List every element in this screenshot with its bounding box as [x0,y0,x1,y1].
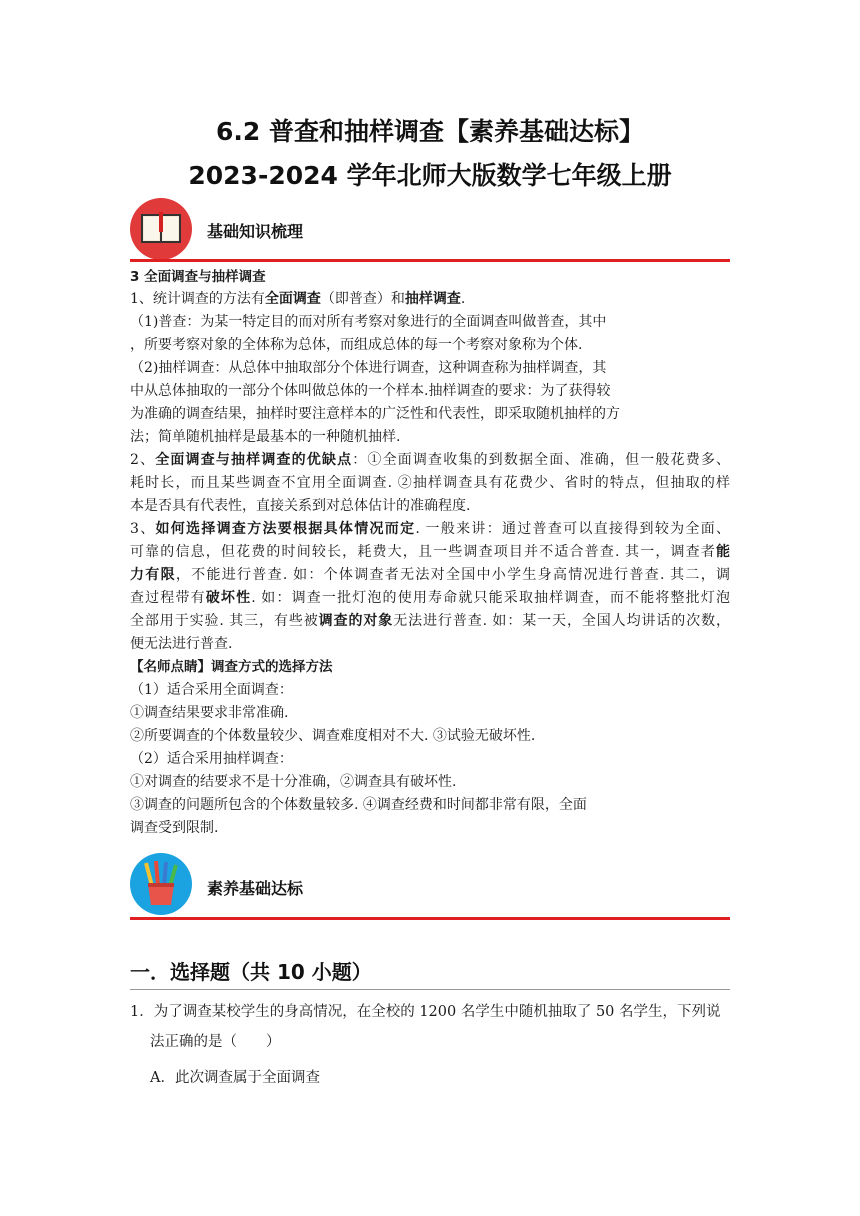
knowledge-paragraph: 1、统计调查的方法有全面调查（即普查）和抽样调查. [130,291,466,307]
knowledge-line: 全部用于实验. 其三，有些被调查的对象无法进行普查. 如：某一天，全国人均讲话的次数， [130,613,731,629]
section-divider [130,259,730,262]
knowledge-line: （1)普查：为某一特定目的而对所有考察对象进行的全面调查叫做普查，其中 [130,314,607,330]
knowledge-line: 耗时长，而且某些调查不宜用全面调查. ②抽样调查具有花费少、省时的特点，但抽取的样 [130,475,730,491]
knowledge-line: ，所要考察对象的全体称为总体，而组成总体的每一个考察对象称为个体. [130,337,583,353]
knowledge-line: 力有限，不能进行普查. 如：个体调查者无法对全国中小学生身高情况进行普查. 其二，调 [130,567,731,583]
tip-line: （2）适合采用抽样调查： [130,751,293,767]
knowledge-line: 2、全面调查与抽样调查的优缺点：①全面调查收集的到数据全面、准确，但一般花费多、 [130,452,731,468]
knowledge-line: 中从总体抽取的一部分个体叫做总体的一个样本.抽样调查的要求：为了获得较 [130,383,611,399]
knowledge-heading: 3 全面调查与抽样调查 [130,269,266,285]
tip-line: ①对调查的结要求不是十分准确，②调查具有破坏性. [130,774,457,790]
part-heading: 一．选择题（共 10 小题） [130,960,372,984]
knowledge-line: 本是否具有代表性，直接关系到对总体估计的准确程度. [130,498,471,514]
section-label: 素养基础达标 [207,879,304,898]
question-option: A．此次调查属于全面调查 [150,1070,320,1086]
pencil-cup-icon [130,853,192,915]
tip-line: 调查受到限制. [130,820,219,836]
knowledge-line: 可靠的信息，但花费的时间较长，耗费大，且一些调查项目并不适合普查. 其一，调查者能 [130,544,730,560]
tip-heading: 【名师点睛】调查方式的选择方法 [130,659,333,675]
question-text: 1．为了调查某校学生的身高情况，在全校的 1200 名学生中随机抽取了 50 名学生，下列说 [130,1004,721,1020]
tip-line: （1）适合采用全面调查： [130,682,293,698]
tip-line: ①调查结果要求非常准确. [130,705,289,721]
page-title: 6.2 普查和抽样调查【素养基础达标】 [216,117,644,146]
part-divider [130,989,730,990]
knowledge-line: （2)抽样调查：从总体中抽取部分个体进行调查，这种调查称为抽样调查，其 [130,360,607,376]
page-subtitle: 2023-2024 学年北师大版数学七年级上册 [188,161,672,190]
tip-line: ②所要调查的个体数量较少、调查难度相对不大. ③试验无破坏性. [130,728,536,744]
knowledge-line: 3、如何选择调查方法要根据具体情况而定. 一般来讲：通过普查可以直接得到较为全面、 [130,521,730,537]
section-divider [130,917,730,920]
question-text: 法正确的是（ ） [150,1034,281,1050]
knowledge-line: 查过程带有破坏性. 如：调查一批灯泡的使用寿命就只能采取抽样调查，而不能将整批灯泡 [130,590,730,606]
knowledge-line: 法；简单随机抽样是最基本的一种随机抽样. [130,429,401,445]
knowledge-line: 为准确的调查结果，抽样时要注意样本的广泛性和代表性，即采取随机抽样的方 [130,406,620,422]
section-label: 基础知识梳理 [207,222,304,241]
knowledge-line: 便无法进行普查. [130,636,233,652]
book-icon [130,198,192,260]
tip-line: ③调查的问题所包含的个体数量较多. ④调查经费和时间都非常有限，全面 [130,797,587,813]
